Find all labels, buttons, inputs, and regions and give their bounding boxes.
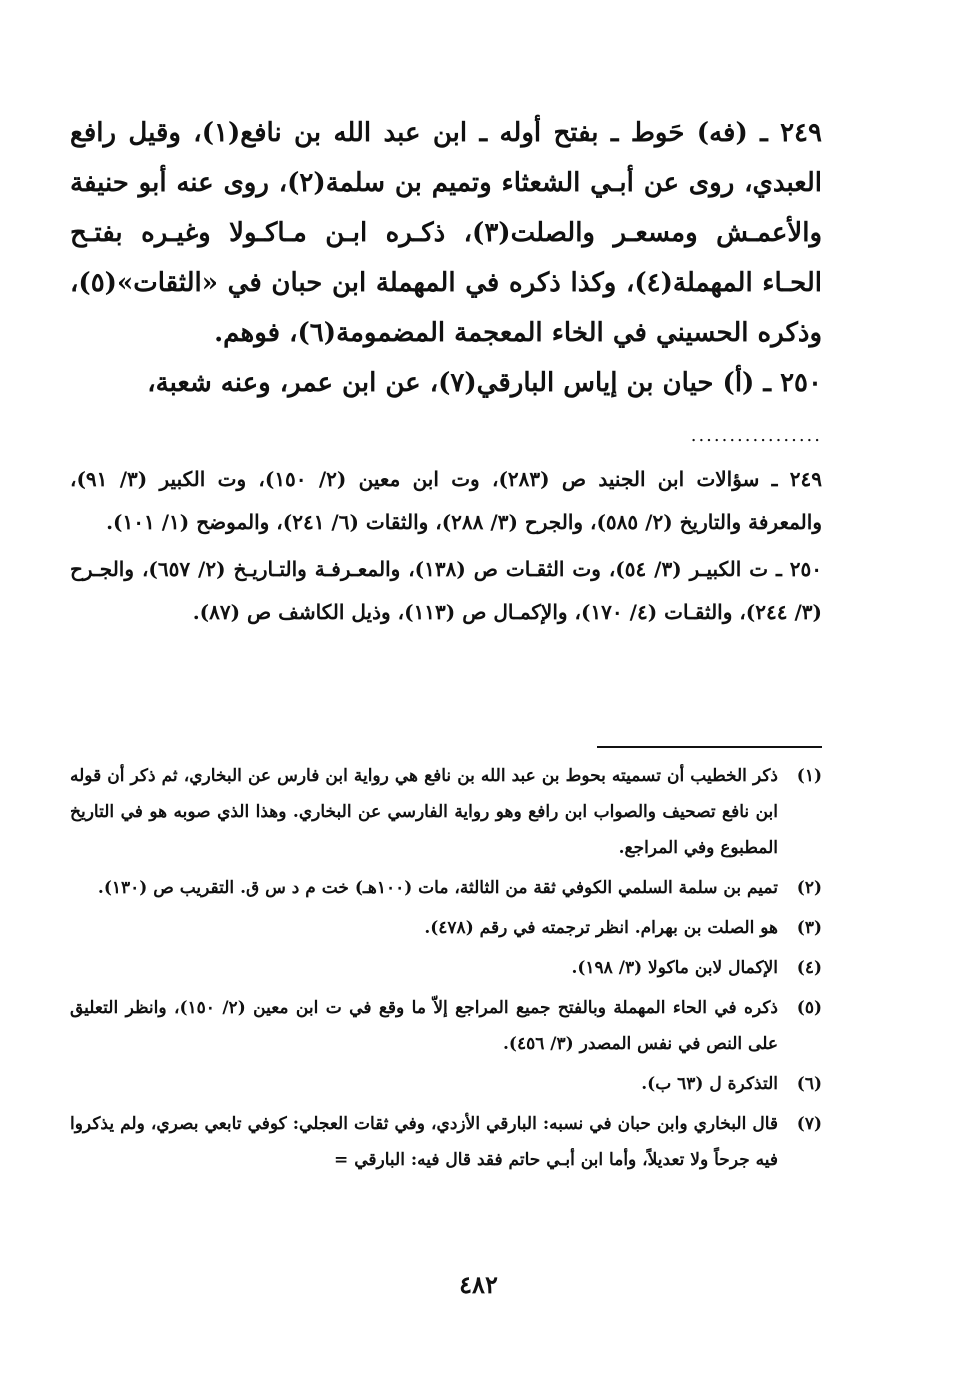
source-entry-249: ٢٤٩ ـ سؤالات ابن الجنيد ص (٢٨٣)، وت ابن معين (٢/ ١٥٠)، وت الكبير (٣/ ٩١)، والمعرفة والتاريخ (٢/ ٥٨٥)، والجرح (٣/ ٢٨٨)، والثقات (٦/ ٢٤١)، والموضح (١/ ١٠١).: [70, 467, 823, 534]
footnote-number: (٥): [796, 998, 822, 1018]
footnotes: [70, 758, 822, 1182]
footnote-7: [70, 1106, 822, 1178]
footnote-number: (٦): [796, 1074, 822, 1094]
sources-section: [70, 458, 822, 638]
footnote-number: (٣): [796, 918, 822, 938]
footnote-rule: [597, 746, 822, 748]
entry-249: ٢٤٩ ـ (فه) حَوط ـ بفتح أوله ـ ابن عبد الله بن نافع(١)، وقيل رافع العبدي، روى عن أبـي الشعثاء وتميم بن سلمة(٢)، روى عنه أبو حنيفة والأعمـش ومسعـر والصلت(٣)، ذكـره ابـن مـاكـولا وغيـره بفتـح الحـاء المهملة(٤)، وكذا ذكره في المهملة ابن حبان في «الثقات»(٥)، وذكره الحسيني في الخاء المعجمة المضمومة(٦)، فوهم.: [70, 118, 822, 348]
footnote-text: تميم بن سلمة السلمي الكوفي ثقة من الثالثة، مات (١٠٠هـ) خت م د س ق. التقريب ص (١٣٠).: [97, 878, 778, 898]
main-text: [70, 108, 822, 408]
footnote-text: الإكمال لابن ماكولا (٣/ ١٩٨).: [571, 958, 778, 978]
dotted-separator: .................: [690, 425, 822, 446]
footnote-6: [70, 1066, 822, 1102]
footnote-5: [70, 990, 822, 1062]
footnote-number: (١): [796, 766, 822, 786]
footnote-2: [70, 870, 822, 906]
footnote-3: [70, 910, 822, 946]
entry-250: ٢٥٠ ـ (أ) حيان بن إياس البارقي(٧)، عن ابن عمر، وعنه شعبة،: [147, 368, 822, 398]
footnote-text: التذكرة ل (٦٣ ب).: [641, 1074, 778, 1094]
page-number: ٤٨٢: [459, 1270, 498, 1299]
footnote-number: (٢): [796, 878, 822, 898]
footnote-text: ذكر الخطيب أن تسميته بحوط بن عبد الله بن نافع هي رواية ابن فارس عن البخاري، ثم ذكر أن قوله ابن نافع تصحيف والصواب ابن رافع وهو رواية الفارسي عن البخاري. وهذا الذي صوبه هو في التاريخ المطبوع وفي المراجع.: [70, 766, 778, 858]
source-entry-250: ٢٥٠ ـ ت الكبيـر (٣/ ٥٤)، وت الثقـات ص (١٣٨)، والمعـرفـة والتـاريـخ (٢/ ٦٥٧)، والجـرح (٣/ ٢٤٤)، والثقـات (٤/ ١٧٠)، والإكمـال ص (١١٣)، وذيل الكاشف ص (٨٧).: [70, 557, 822, 624]
footnote-number: (٧): [796, 1114, 822, 1134]
footnote-text: ذكره في الحاء المهملة وبالفتح جميع المراجع إلاّ ما وقع في ت ابن معين (٢/ ١٥٠)، وانظر التعليق على النص في نفس المصدر (٣/ ٤٥٦).: [70, 998, 778, 1054]
footnote-1: [70, 758, 822, 866]
footnote-text: هو الصلت بن بهرام. انظر ترجمته في رقم (٤٧٨).: [424, 918, 778, 938]
footnote-text: قال البخاري وابن حبان في نسبه: البارقي الأزدي، وفي ثقات العجلي: كوفي تابعي بصري، ولم يذكروا فيه جرحاً ولا تعديلاً، وأما ابن أبـي حاتم فقد قال فيه: البارقي =: [70, 1114, 778, 1170]
footnote-number: (٤): [796, 958, 822, 978]
footnote-4: [70, 950, 822, 986]
